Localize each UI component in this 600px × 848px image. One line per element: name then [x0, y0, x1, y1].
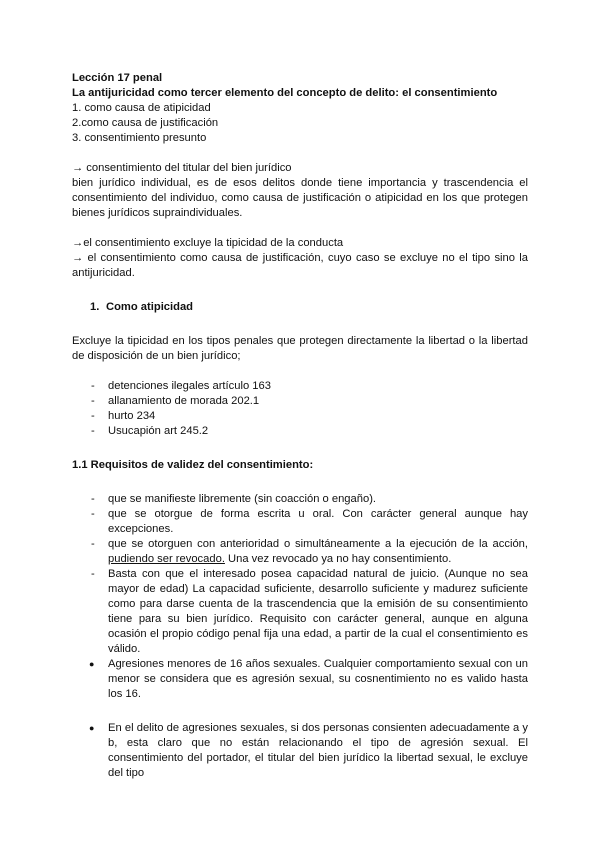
- list-item: [72, 379, 528, 394]
- spacer: [72, 702, 528, 721]
- intro-item-2: 2.como causa de justificación: [72, 117, 219, 129]
- spacer: [72, 146, 528, 161]
- intro-item-1: 1. como causa de atipicidad: [72, 102, 211, 114]
- list-item-text: allanamiento de morada 202.1: [108, 395, 260, 407]
- dash-mark: -: [91, 395, 95, 407]
- arrow-line-tipicidad: →el consentimiento excluye la tipicidad de la conducta: [72, 237, 344, 249]
- list-item: [72, 721, 528, 781]
- bullet-icon: ●: [89, 723, 95, 733]
- dash-mark: -: [91, 380, 95, 392]
- spacer: [72, 439, 528, 458]
- list-item: [72, 657, 528, 702]
- requirement-2: que se otorgue de forma escrita u oral. Con carácter general aunque hay excepciones.: [108, 508, 528, 535]
- list-item: [72, 492, 528, 507]
- section-1-list: [72, 379, 528, 439]
- list-item-text: detenciones ilegales artículo 163: [108, 380, 271, 392]
- arrow-line-titular: → consentimiento del titular del bien jurídico: [72, 162, 292, 174]
- spacer: [72, 473, 528, 492]
- bullet-icon: ●: [89, 659, 95, 669]
- bullet-list: [72, 721, 528, 781]
- spacer: [72, 315, 528, 334]
- requirement-1: que se manifieste libremente (sin coacción o engaño).: [108, 493, 377, 505]
- dash-mark: -: [91, 538, 95, 550]
- bullet-1-text: Agresiones menores de 16 años sexuales. Cualquier comportamiento sexual con un menor se considera que es agresión sexual, su cosnentimiento no es valido hasta los 16.: [108, 658, 528, 700]
- dash-mark: -: [91, 410, 95, 422]
- list-item: [72, 507, 528, 537]
- document-content: [72, 71, 528, 781]
- requirements-list: [72, 492, 528, 657]
- lesson-title: Lección 17 penal: [72, 72, 163, 84]
- section-1-number: 1.: [90, 301, 100, 313]
- section-1-title: Como atipicidad: [106, 301, 194, 313]
- list-item: [72, 424, 528, 439]
- spacer: [72, 364, 528, 379]
- arrow-line-justificacion: → el consentimiento como causa de justificación, cuyo caso se excluye no el tipo sino la antijuricidad.: [72, 252, 528, 279]
- list-item: [72, 409, 528, 424]
- dash-mark: -: [91, 508, 95, 520]
- section-1-heading: [72, 300, 528, 315]
- list-item: [72, 394, 528, 409]
- lesson-subtitle: La antijuricidad como tercer elemento del concepto de delito: el consentimiento: [72, 87, 498, 99]
- dash-mark: -: [91, 493, 95, 505]
- bullet-2-text: En el delito de agresiones sexuales, si dos personas consienten adecuadamente a y b, esta claro que no están relacionando el tipo de agresión sexual. El consentimiento del portador, el titular del bien jurídico la libertad sexual, le excluye del tipo: [108, 722, 528, 779]
- list-item-text: hurto 234: [108, 410, 156, 422]
- dash-mark: -: [91, 568, 95, 580]
- paragraph-bien-juridico: bien jurídico individual, es de esos delitos donde tiene importancia y trascendencia el consentimiento del individuo, como causa de justificación o atipicidad en los que protegen bienes jurídicos supraindividuales.: [72, 177, 528, 219]
- requirement-3a: que se otorguen con anterioridad o simultáneamente a la ejecución de la acción,: [108, 538, 528, 550]
- list-item: [72, 537, 528, 567]
- spacer: [72, 281, 528, 300]
- requirement-4: Basta con que el interesado posea capacidad natural de juicio. (Aunque no sea mayor de edad) La capacidad suficiente, desarrollo suficiente y madurez suficiente como para darse cuenta de la trascendencia que la emisión de su consentimiento tiene para su bien jurídico. Requisito con carácter general, aunque en alguna ocasión el propio código penal fija una edad, a partir de la cual el consentimiento es válido.: [108, 568, 528, 655]
- list-item: [72, 567, 528, 657]
- bullet-list: [72, 657, 528, 702]
- dash-mark: -: [91, 425, 95, 437]
- intro-item-3: 3. consentimiento presunto: [72, 132, 207, 144]
- requirement-3c: Una vez revocado ya no hay consentimiento.: [224, 553, 452, 565]
- list-item-text: Usucapión art 245.2: [108, 425, 209, 437]
- requirement-3-underlined: pudiendo ser revocado.: [108, 553, 225, 565]
- section-1-paragraph: Excluye la tipicidad en los tipos penales que protegen directamente la libertad o la libertad de disposición de un bien jurídico;: [72, 335, 528, 362]
- section-1-1-heading: 1.1 Requisitos de validez del consentimiento:: [72, 459, 314, 471]
- spacer: [72, 221, 528, 236]
